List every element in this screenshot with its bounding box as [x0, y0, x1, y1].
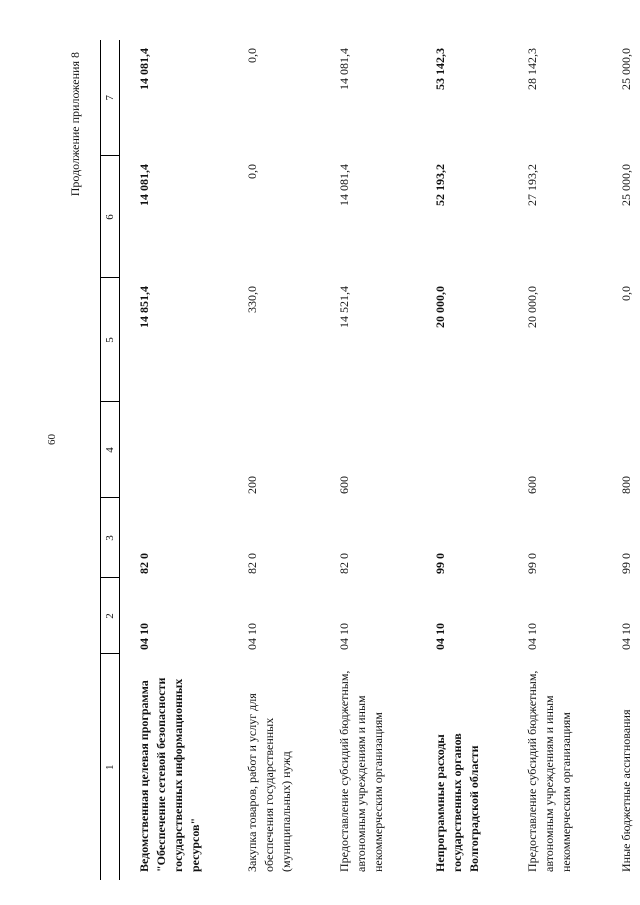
budget-table: [100, 40, 640, 880]
cell-section: 04 10: [619, 623, 633, 650]
row-label: Предоставление субсидий бюджетным, автономным учреждениям и иным некоммерческим организациям: [337, 670, 385, 872]
cell-amount-3: 53 142,3: [433, 48, 447, 90]
row-label: Непрограммные расходы государственных органов Волгоградской области: [433, 733, 481, 872]
cell-amount-1: 20 000,0: [433, 286, 447, 328]
cell-program: 99 0: [619, 553, 633, 574]
table-row: [416, 40, 508, 880]
table-row: [228, 40, 320, 880]
cell-amount-2: 52 193,2: [433, 164, 447, 206]
cell-expense-type: 600: [337, 476, 351, 494]
cell-amount-1: 330,0: [245, 286, 259, 313]
table-row: [120, 40, 229, 880]
cell-amount-3: 25 000,0: [619, 48, 633, 90]
table-row: [602, 40, 640, 880]
cell-expense-type: [416, 402, 508, 498]
document-sheet: [68, 40, 633, 880]
header-cell-3: 3: [101, 498, 120, 578]
cell-expense-type: [120, 402, 229, 498]
cell-amount-3: 14 081,4: [137, 48, 151, 90]
cell-program: 99 0: [525, 553, 539, 574]
header-cell-6: 6: [101, 156, 120, 278]
header-cell-1: 1: [101, 654, 120, 880]
cell-program: 99 0: [433, 553, 447, 574]
cell-amount-3: 14 081,4: [337, 48, 351, 90]
header-cell-5: 5: [101, 278, 120, 402]
row-label: Предоставление субсидий бюджетным, автономным учреждениям и иным некоммерческим организациям: [525, 670, 573, 872]
page-number: 60: [46, 434, 58, 445]
header-cell-7: 7: [101, 40, 120, 156]
row-label: Закупка товаров, работ и услуг для обеспечения государственных (муниципальных) нужд: [245, 693, 293, 872]
table-caption: Продолжение приложения 8: [68, 52, 82, 197]
cell-amount-2: 27 193,2: [525, 164, 539, 206]
header-cell-2: 2: [101, 578, 120, 654]
cell-amount-1: 14 851,4: [137, 286, 151, 328]
header-row: [101, 40, 120, 880]
cell-amount-1: 0,0: [619, 286, 633, 301]
cell-expense-type: 200: [245, 476, 259, 494]
cell-section: 04 10: [525, 623, 539, 650]
cell-amount-2: 25 000,0: [619, 164, 633, 206]
cell-amount-1: 14 521,4: [337, 286, 351, 328]
cell-section: 04 10: [137, 623, 151, 650]
row-label: Иные бюджетные ассигнования: [619, 709, 633, 872]
cell-expense-type: 800: [619, 476, 633, 494]
table-row: [320, 40, 416, 880]
cell-amount-2: 14 081,4: [137, 164, 151, 206]
header-cell-4: 4: [101, 402, 120, 498]
cell-section: 04 10: [245, 623, 259, 650]
cell-program: 82 0: [137, 553, 151, 574]
cell-amount-3: 0,0: [245, 48, 259, 63]
cell-program: 82 0: [245, 553, 259, 574]
cell-amount-2: 0,0: [245, 164, 259, 179]
cell-amount-3: 28 142,3: [525, 48, 539, 90]
row-label: Ведомственная целевая программа "Обеспечение сетевой безопасности государственных информационных ресурсов": [137, 677, 202, 872]
cell-program: 82 0: [337, 553, 351, 574]
cell-expense-type: 600: [525, 476, 539, 494]
cell-section: 04 10: [433, 623, 447, 650]
cell-section: 04 10: [337, 623, 351, 650]
table-row: [508, 40, 602, 880]
cell-amount-1: 20 000,0: [525, 286, 539, 328]
cell-amount-2: 14 081,4: [337, 164, 351, 206]
